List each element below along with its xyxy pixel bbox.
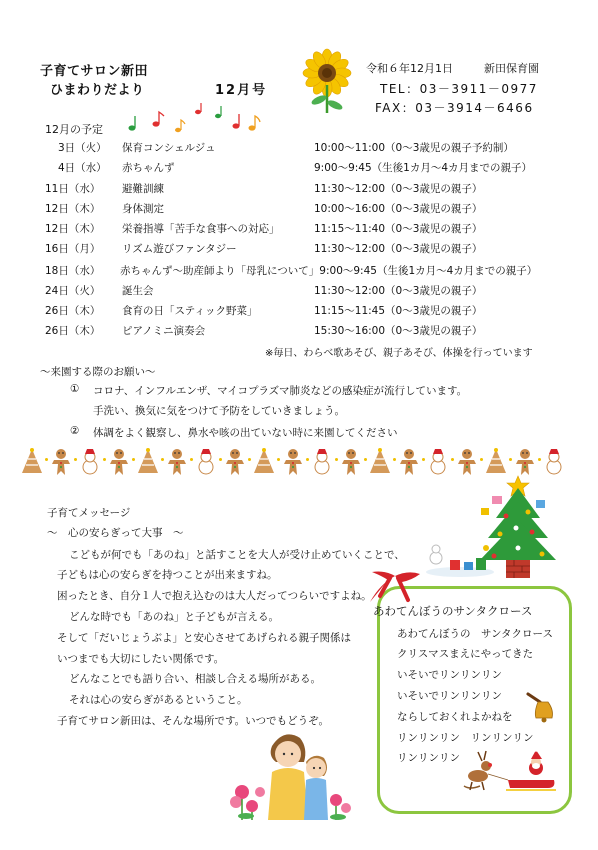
sparkle-dot <box>190 458 193 461</box>
newsletter-title: ひまわりだより <box>50 83 145 98</box>
schedule-event: 保育コンシェルジュ <box>122 142 216 154</box>
gingerbread-icon <box>368 447 392 477</box>
fax-number: FAX：03－3914－6466 <box>375 101 534 115</box>
music-note-icon <box>233 114 240 129</box>
message-line: 子育てサロン新田は、そんな場所です。いつでもどうぞ。 <box>57 715 329 727</box>
sparkle-dot <box>480 458 483 461</box>
music-notes-decoration <box>126 100 266 136</box>
sparkle-dot <box>538 458 541 461</box>
sparkle-dot <box>422 458 425 461</box>
snowman-cookie-icon <box>426 447 450 477</box>
request-text: 体調をよく観察し、鼻水や咳の出ていない時に来園してください <box>93 427 398 439</box>
schedule-event: 赤ちゃんず～助産師より「母乳について」9:00～9:45（生後1カ月～4カ月までの親子） <box>120 265 538 277</box>
song-line: リンリンリン <box>397 752 460 764</box>
sparkle-dot <box>219 458 222 461</box>
santa-sleigh-illustration <box>460 746 560 794</box>
schedule-date: 18日（水） <box>45 265 101 277</box>
gingerbread-icon <box>165 447 189 477</box>
music-note-icon <box>249 116 261 131</box>
request-text: コロナ、インフルエンザ、マイコプラズマ肺炎などの感染症が流行しています。 <box>93 385 468 397</box>
schedule-date: 26日（木） <box>45 305 101 317</box>
sparkle-dot <box>45 458 48 461</box>
gingerbread-icon <box>20 447 44 477</box>
sparkle-dot <box>393 458 396 461</box>
schedule-time: 15:30～16:00（0～3歳児の親子） <box>314 325 483 337</box>
message-subtitle: ～ 心の安らぎって大事 ～ <box>47 527 184 539</box>
organization-name: 新田保育園 <box>484 62 539 75</box>
issue-label: 12月号 <box>215 83 268 98</box>
schedule-event: 食育の日「スティック野菜」 <box>122 305 258 317</box>
sparkle-dot <box>248 458 251 461</box>
schedule-event: リズム遊びファンタジー <box>122 243 237 255</box>
music-note-icon <box>175 120 185 132</box>
sunflower-illustration <box>293 45 361 113</box>
gingerbread-icon <box>281 447 305 477</box>
gingerbread-icon <box>107 447 131 477</box>
schedule-time: 10:00～11:00（0～3歳児の親子予約制） <box>314 142 514 154</box>
request-number: ② <box>70 425 80 437</box>
song-line: ならしておくれよかねを <box>397 711 513 723</box>
song-line: いそいでリンリンリン <box>397 669 502 681</box>
requests-heading: ～来園する際のお願い～ <box>40 366 156 378</box>
schedule-date: 11日（水） <box>45 183 101 195</box>
schedule-time: 11:15～11:45（0～3歳児の親子） <box>314 305 483 317</box>
schedule-time: 11:15～11:40（0～3歳児の親子） <box>314 223 483 235</box>
music-note-icon <box>153 112 165 127</box>
snowman-cookie-icon <box>310 447 334 477</box>
sparkle-dot <box>509 458 512 461</box>
schedule-date: 26日（木） <box>45 325 101 337</box>
schedule-time: 11:30～12:00（0～3歳児の親子） <box>314 243 483 255</box>
parent-child-illustration <box>226 722 356 822</box>
song-line: あわてんぼうの サンタクロース <box>397 628 554 640</box>
message-line: どんなことでも語り合い、相談し合える場所がある。 <box>69 673 321 685</box>
bell-icon <box>526 688 556 724</box>
message-line: そして「だいじょうぶよ」と安心させてあげられる親子関係は <box>57 632 351 644</box>
sparkle-dot <box>335 458 338 461</box>
snowman-cookie-icon <box>78 447 102 477</box>
schedule-date: 24日（火） <box>45 285 101 297</box>
sparkle-dot <box>132 458 135 461</box>
message-line: 子どもは心の安らぎを持つことが出来ますね。 <box>57 569 278 581</box>
music-note-icon <box>215 106 221 118</box>
sparkle-dot <box>306 458 309 461</box>
music-note-icon <box>129 116 136 131</box>
schedule-event: 誕生会 <box>122 285 154 297</box>
daily-activities-note: ※毎日、わらべ歌あそび、親子あそび、体操を行っています <box>265 348 533 359</box>
schedule-date: 12日（木） <box>45 223 101 235</box>
schedule-event: 栄養指導「苦手な食事への対応」 <box>122 223 280 235</box>
sparkle-dot <box>451 458 454 461</box>
schedule-event: ピアノミニ演奏会 <box>122 325 206 337</box>
sparkle-dot <box>161 458 164 461</box>
schedule-date: 16日（月） <box>45 243 101 255</box>
message-line: いつまでも大切にしたい関係です。 <box>57 653 225 665</box>
sparkle-dot <box>74 458 77 461</box>
message-line: どんな時でも「あのね」と子どもが言える。 <box>69 611 279 623</box>
song-title: あわてんぼうのサンタクロース <box>373 604 533 618</box>
sparkle-dot <box>103 458 106 461</box>
snowman-and-gifts-illustration <box>424 536 496 578</box>
schedule-time: 10:00～16:00（0～3歳児の親子） <box>314 203 483 215</box>
schedule-date: 3日（火） <box>58 142 107 154</box>
schedule-date: 12日（木） <box>45 203 101 215</box>
gingerbread-icon <box>223 447 247 477</box>
message-heading: 子育てメッセージ <box>47 507 131 519</box>
schedule-time: 9:00～9:45（生後1カ月～4カ月までの親子） <box>314 162 533 174</box>
song-line: いそいでリンリンリン <box>397 690 502 702</box>
message-line: 困ったとき、自分１人で抱え込むのは大人だってつらいですよね。 <box>57 590 372 602</box>
schedule-event: 赤ちゃんず <box>122 162 175 174</box>
issue-date: 令和６年12月1日 <box>366 62 453 75</box>
sparkle-dot <box>277 458 280 461</box>
ribbon-icon <box>360 566 430 606</box>
gingerbread-icon <box>252 447 276 477</box>
telephone-number: TEL：03－3911－0977 <box>380 82 538 96</box>
snowman-cookie-icon <box>194 447 218 477</box>
schedule-heading: 12月の予定 <box>45 123 103 136</box>
schedule-time: 11:30～12:00（0～3歳児の親子） <box>314 183 483 195</box>
song-line: クリスマスまえにやってきた <box>397 648 534 660</box>
sparkle-dot <box>364 458 367 461</box>
message-line: それは心の安らぎがあるということ。 <box>69 694 248 706</box>
request-text-continued: 手洗い、換気に気をつけて予防をしていきましょう。 <box>93 405 345 417</box>
schedule-time: 11:30～12:00（0～3歳児の親子） <box>314 285 483 297</box>
gingerbread-icon <box>136 447 160 477</box>
gingerbread-icon <box>49 447 73 477</box>
schedule-date: 4日（水） <box>58 162 107 174</box>
gingerbread-icon <box>339 447 363 477</box>
salon-name: 子育てサロン新田 <box>40 64 149 79</box>
schedule-event: 身体測定 <box>122 203 164 215</box>
message-line: こどもが何でも「あのね」と話すことを大人が受け止めていくことで、 <box>69 549 405 561</box>
song-line: リンリンリン リンリンリン <box>397 732 534 744</box>
schedule-event: 避難訓練 <box>122 183 164 195</box>
gingerbread-icon <box>397 447 421 477</box>
music-note-icon <box>195 103 201 114</box>
request-number: ① <box>70 383 80 395</box>
